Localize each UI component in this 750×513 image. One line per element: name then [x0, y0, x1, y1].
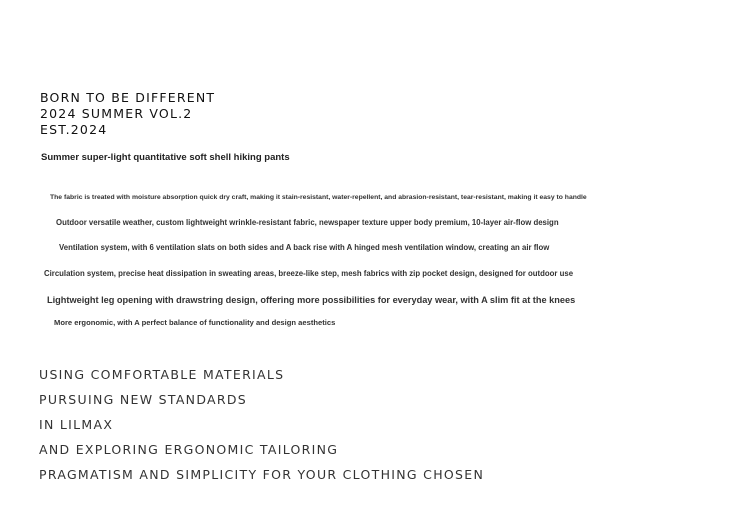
slogan-line: USING COMFORTABLE MATERIALS — [39, 367, 285, 382]
feature-line-fabric: The fabric is treated with moisture absorption quick dry craft, making it stain-resistant, water-repellent, and abrasion-resistant, tear-resistant, making it easy to handle — [50, 194, 587, 201]
slogan-line: IN LILMAX — [39, 417, 114, 432]
header-established: EST.2024 — [40, 122, 108, 137]
feature-line-circulation: Circulation system, precise heat dissipation in sweating areas, breeze-like step, mesh fabrics with zip pocket design, designed for outdoor use — [44, 269, 574, 278]
header-tagline: BORN TO BE DIFFERENT — [40, 90, 216, 105]
slogan-line: AND EXPLORING ERGONOMIC TAILORING — [39, 442, 339, 457]
slogan-list — [39, 366, 484, 491]
product-subtitle: Summer super-light quantitative soft shell hiking pants — [41, 152, 290, 163]
header-collection: 2024 SUMMER VOL.2 — [40, 106, 193, 121]
feature-line-leg-opening: Lightweight leg opening with drawstring design, offering more possibilities for everyday wear, with A slim fit at the knees — [47, 295, 576, 305]
feature-line-weather: Outdoor versatile weather, custom lightweight wrinkle-resistant fabric, newspaper texture upper body premium, 10-layer air-flow design — [56, 218, 559, 227]
slogan-line: PRAGMATISM AND SIMPLICITY FOR YOUR CLOTHING CHOSEN — [39, 467, 485, 482]
feature-line-ventilation: Ventilation system, with 6 ventilation slats on both sides and A back rise with A hinged mesh ventilation window, creating an air flow — [59, 243, 550, 252]
feature-line-ergonomic: More ergonomic, with A perfect balance of functionality and design aesthetics — [54, 318, 336, 327]
slogan-line: PURSUING NEW STANDARDS — [39, 392, 248, 407]
brand-header — [40, 90, 215, 138]
